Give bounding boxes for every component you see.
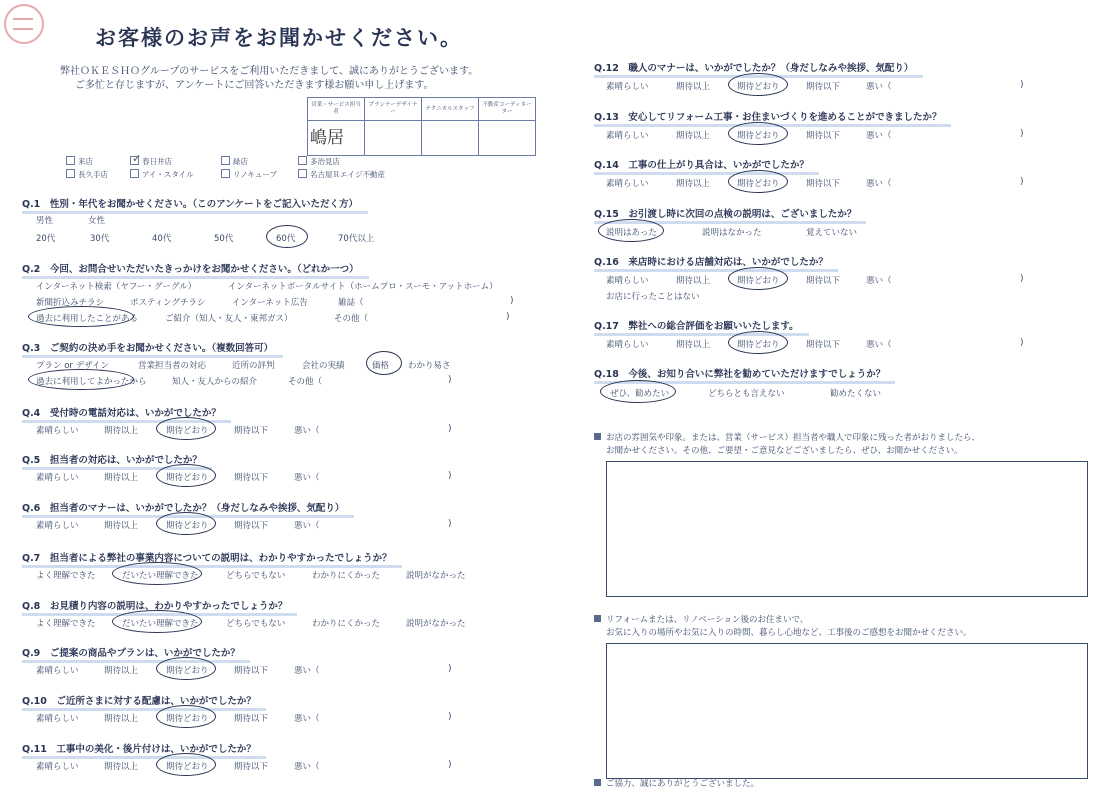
staff-value-planner[interactable] (365, 121, 422, 156)
store-option[interactable]: 多治見店 (298, 156, 340, 167)
answer-circle (728, 267, 788, 290)
staff-value-sales[interactable]: 嶋居 (308, 121, 365, 156)
q3-option-selected[interactable]: 過去に利用してよかったから (36, 377, 147, 387)
comment-textarea-1[interactable] (606, 461, 1088, 597)
question-title: Q.13 安心してリフォーム工事・お住まいづくりを進めることができましたか？ (594, 109, 941, 123)
stamp-icon (4, 4, 44, 44)
rating-option[interactable]: 悪い（ (294, 473, 320, 483)
q2-option[interactable]: インターネット検索（ヤフー・グーグル） (36, 282, 197, 292)
staff-header: テクニカルスタッフ (422, 98, 479, 121)
answer-circle (266, 225, 308, 248)
rating-option[interactable]: 期待以下 (234, 426, 269, 436)
q1-option[interactable]: 女性 (88, 216, 106, 226)
comment-prompt-2: リフォームまたは、リノベーション後のお住まいで、 (594, 614, 808, 626)
question-title: Q.4 受付時の電話対応は、いかがでしたか？ (22, 405, 221, 419)
page-title: お客様のお声をお聞かせください。 (95, 26, 463, 50)
answer-circle (156, 657, 216, 680)
rating-option[interactable]: 素晴らしい (606, 82, 649, 92)
q7-option[interactable]: よく理解できた (36, 571, 96, 581)
q18-option-selected[interactable]: ぜひ、勧めたい (610, 389, 670, 399)
rating-option[interactable]: 期待以上 (676, 131, 711, 141)
paren-close: ) (448, 519, 452, 529)
paren-close: ) (1020, 80, 1024, 90)
answer-circle (112, 562, 202, 585)
rating-option[interactable]: 素晴らしい (606, 276, 649, 286)
q1-option[interactable]: 70代以上 (338, 234, 375, 244)
q7-option-selected[interactable]: だいたい理解できた (122, 571, 199, 581)
question-title: Q.12 職人のマナーは、いかがでしたか？（身だしなみや挨拶、気配り） (594, 60, 913, 74)
question-title: Q.7 担当者による弊社の事業内容についての説明は、わかりやすかったでしょうか？ (22, 550, 392, 564)
answer-circle (366, 351, 402, 375)
rating-option[interactable]: 期待以上 (104, 521, 139, 531)
q2-option[interactable]: ポスティングチラシ (130, 298, 206, 308)
staff-value-realestate[interactable] (479, 121, 536, 156)
rating-option[interactable]: 期待以上 (104, 473, 139, 483)
paren-close: ) (448, 424, 452, 434)
checkbox-icon[interactable] (130, 169, 139, 178)
answer-circle (598, 219, 664, 242)
q15-option[interactable]: 説明はなかった (702, 228, 762, 238)
q8-option[interactable]: よく理解できた (36, 619, 96, 629)
rating-option[interactable]: 悪い（ (294, 666, 320, 676)
q3-option-selected[interactable]: 価格 (372, 361, 390, 371)
q2-option[interactable]: 雑誌（ (338, 298, 364, 308)
question-title: Q.18 今後、お知り合いに弊社を勧めていただけますでしょうか？ (594, 366, 885, 380)
rating-option[interactable]: 期待以上 (104, 426, 139, 436)
answer-circle (156, 753, 216, 776)
rating-option[interactable]: 期待以上 (104, 666, 139, 676)
paren-close: ) (448, 664, 452, 674)
q8-option[interactable]: どちらでもない (226, 619, 286, 629)
rating-option[interactable]: 素晴らしい (36, 521, 79, 531)
q3-option[interactable]: 近所の評判 (232, 361, 275, 371)
staff-header: 不動産コーディネーター (479, 98, 536, 121)
rating-option[interactable]: 期待以上 (676, 179, 711, 189)
question-title: Q.5 担当者の対応は、いかがでしたか？ (22, 452, 202, 466)
question-title: Q.9 ご提案の商品やプランは、いかがでしたか？ (22, 645, 240, 659)
store-option[interactable]: ✓ 春日井店 (132, 152, 172, 166)
store-option[interactable]: 長久手店 (66, 169, 108, 180)
rating-option[interactable]: 悪い（ (294, 762, 320, 772)
checkbox-checked-icon[interactable]: ✓ (132, 152, 142, 165)
staff-header: プランナーデザイナー (365, 98, 422, 121)
q15-option[interactable]: 覚えていない (806, 228, 858, 238)
rating-option-selected[interactable]: 期待どおり (166, 426, 209, 436)
q3-option[interactable]: その他（ (288, 377, 323, 387)
answer-circle (156, 464, 216, 487)
paren-close: ) (506, 312, 510, 322)
answer-circle (156, 512, 216, 535)
checkbox-icon[interactable] (221, 169, 230, 178)
question-title: Q.11 工事中の美化・後片付けは、いかがでしたか？ (22, 741, 256, 755)
rating-option[interactable]: 素晴らしい (606, 340, 649, 350)
q8-option-selected[interactable]: だいたい理解できた (122, 619, 199, 629)
paren-close: ) (1020, 129, 1024, 139)
checkbox-icon[interactable] (221, 156, 230, 165)
answer-circle (600, 380, 676, 403)
q15-option-selected[interactable]: 説明はあった (606, 228, 657, 238)
rating-option[interactable]: 期待以上 (676, 276, 711, 286)
store-option[interactable]: 来店 (66, 156, 93, 167)
question-title: Q.10 ご近所さまに対する配慮は、いかがでしたか？ (22, 693, 256, 707)
store-option[interactable]: アイ・スタイル (130, 169, 194, 180)
thanks-message: ご協力、誠にありがとうございました。 (594, 778, 759, 790)
rating-option-selected[interactable]: 期待どおり (166, 473, 209, 483)
q3-option[interactable]: 知人・友人からの紹介 (172, 377, 258, 387)
comment-prompt-1-line2: お聞かせください。その他、ご要望・ご意見などございましたら、ぜひ、お聞かせください。 (606, 446, 963, 456)
rating-option[interactable]: 悪い（ (294, 714, 320, 724)
q2-option[interactable]: 新聞折込みチラシ (36, 298, 105, 308)
rating-option[interactable]: 期待以下 (234, 666, 269, 676)
rating-option[interactable]: 素晴らしい (36, 714, 79, 724)
paren-close: ) (1020, 338, 1024, 348)
rating-option[interactable]: 期待以下 (806, 276, 841, 286)
question-title: Q.6 担当者のマナーは、いかがでしたか？（身だしなみや挨拶、気配り） (22, 500, 344, 514)
rating-option[interactable]: 悪い（ (866, 276, 892, 286)
answer-circle (728, 122, 788, 145)
paren-close: ) (448, 712, 452, 722)
rating-option-selected[interactable]: 期待どおり (166, 666, 209, 676)
intro-line-1: 弊社ＯＫＥＳＨＯグループのサービスをご利用いただきまして、誠にありがとうございます。 (60, 66, 479, 77)
rating-option-selected[interactable]: 期待どおり (737, 276, 780, 286)
checkbox-icon[interactable] (298, 169, 307, 178)
rating-option[interactable]: 期待以下 (234, 714, 269, 724)
q7-option[interactable]: 説明がなかった (406, 571, 466, 581)
rating-option[interactable]: 期待以下 (806, 82, 841, 92)
checkbox-icon[interactable] (66, 156, 75, 165)
rating-option[interactable]: 悪い（ (866, 131, 892, 141)
rating-option[interactable]: 期待以下 (234, 521, 269, 531)
question-title: Q.14 工事の仕上がり具合は、いかがでしたか？ (594, 157, 809, 171)
answer-circle (28, 369, 134, 390)
square-bullet-icon (594, 779, 601, 786)
q2-option-selected[interactable]: 過去に利用したことがある (36, 314, 139, 324)
answer-circle (728, 331, 788, 354)
paren-close: ) (510, 296, 514, 306)
rating-option[interactable]: 素晴らしい (606, 179, 649, 189)
rating-option-selected[interactable]: 期待どおり (737, 340, 780, 350)
question-title: Q.15 お引渡し時に次回の点検の説明は、ございましたか？ (594, 206, 856, 220)
comment-textarea-2[interactable] (606, 643, 1088, 779)
question-title: Q.16 来店時における店舗対応は、いかがでしたか？ (594, 254, 828, 268)
q7-option[interactable]: わかりにくかった (312, 571, 381, 581)
rating-option[interactable]: 悪い（ (866, 82, 892, 92)
rating-option[interactable]: 素晴らしい (606, 131, 649, 141)
paren-close: ) (448, 375, 452, 385)
staff-header: 営業・サービス担当者 (308, 98, 365, 121)
answer-circle (28, 306, 134, 327)
store-option[interactable]: リノキューブ (221, 169, 277, 180)
rating-option[interactable]: 素晴らしい (36, 473, 79, 483)
question-title: Q.17 弊社への総合評価をお願いいたします。 (594, 318, 799, 332)
answer-circle (156, 417, 216, 440)
paren-close: ) (1020, 274, 1024, 284)
rating-option[interactable]: 素晴らしい (36, 426, 79, 436)
rating-option-selected[interactable]: 期待どおり (737, 131, 780, 141)
q1-option[interactable]: 40代 (152, 234, 172, 244)
q18-option[interactable]: どちらとも言えない (708, 389, 785, 399)
q1-option[interactable]: 30代 (90, 234, 110, 244)
rating-option[interactable]: 期待以下 (234, 762, 269, 772)
comment-prompt-1: お店の雰囲気や印象。または、営業（サービス）担当者や職人で印象に残った者がおりましたら、 (594, 432, 980, 444)
q16-option-extra[interactable]: お店に行ったことはない (606, 292, 700, 302)
question-title: Q.3 ご契約の決め手をお聞かせください。（複数回答可） (22, 340, 273, 354)
question-title: Q.8 お見積り内容の説明は、わかりやすかったでしょうか？ (22, 598, 287, 612)
q3-option[interactable]: 営業担当者の対応 (138, 361, 207, 371)
q2-option[interactable]: インターネット広告 (232, 298, 308, 308)
answer-circle (156, 705, 216, 728)
q8-option[interactable]: わかりにくかった (312, 619, 381, 629)
checkbox-icon[interactable] (66, 169, 75, 178)
staff-table (307, 97, 536, 156)
q1-option[interactable]: 20代 (36, 234, 56, 244)
q1-option[interactable]: 男性 (36, 216, 54, 226)
rating-option-selected[interactable]: 期待どおり (737, 82, 780, 92)
question-title: Q.1 性別・年代をお聞かせください。（このアンケートをご記入いただく方） (22, 196, 358, 210)
q18-option[interactable]: 勧めたくない (830, 389, 882, 399)
q1-option-selected[interactable]: 60代 (276, 234, 296, 244)
square-bullet-icon (594, 615, 601, 622)
staff-value-technical[interactable] (422, 121, 479, 156)
answer-circle (112, 610, 202, 633)
q2-option[interactable]: その他（ (334, 314, 369, 324)
answer-circle (728, 73, 788, 96)
rating-option-selected[interactable]: 期待どおり (737, 179, 780, 189)
rating-option[interactable]: 期待以上 (676, 82, 711, 92)
rating-option[interactable]: 期待以下 (234, 473, 269, 483)
q8-option[interactable]: 説明がなかった (406, 619, 466, 629)
rating-option[interactable]: 期待以上 (104, 714, 139, 724)
intro-line-2: ご多忙と存じますが、アンケートにご回答いただきます様お願い申し上げます。 (75, 80, 434, 91)
q3-option[interactable]: 会社の実績 (302, 361, 345, 371)
q3-option[interactable]: プラン or デザイン (36, 361, 110, 371)
q1-option[interactable]: 50代 (214, 234, 234, 244)
paren-close: ) (1020, 177, 1024, 187)
comment-prompt-2-line2: お気に入りの場所やお気に入りの時間、暮らし心地など、工事後のご感想をお聞かせください。 (606, 628, 972, 638)
q7-option[interactable]: どちらでもない (226, 571, 286, 581)
question-title: Q.2 今回、お問合せいただいたきっかけをお聞かせください。（どれか一つ） (22, 261, 359, 275)
q2-option[interactable]: インターネットポータルサイト（ホームプロ・スーモ・アットホーム） (228, 282, 498, 292)
answer-circle (728, 170, 788, 193)
rating-option-selected[interactable]: 期待どおり (166, 521, 209, 531)
rating-option[interactable]: 期待以下 (806, 179, 841, 189)
rating-option[interactable]: 期待以上 (676, 340, 711, 350)
rating-option-selected[interactable]: 期待どおり (166, 714, 209, 724)
rating-option[interactable]: 悪い（ (294, 426, 320, 436)
q3-option[interactable]: わかり易さ (408, 361, 451, 371)
paren-close: ) (448, 760, 452, 770)
rating-option[interactable]: 期待以上 (104, 762, 139, 772)
rating-option-selected[interactable]: 期待どおり (166, 762, 209, 772)
store-option[interactable]: 緑店 (221, 156, 248, 167)
store-option[interactable]: 名古屋Ｒエイジ不動産 (298, 169, 385, 180)
rating-option[interactable]: 悪い（ (294, 521, 320, 531)
rating-option[interactable]: 素晴らしい (36, 762, 79, 772)
rating-option[interactable]: 期待以下 (806, 340, 841, 350)
paren-close: ) (448, 471, 452, 481)
checkbox-icon[interactable] (298, 156, 307, 165)
rating-option[interactable]: 素晴らしい (36, 666, 79, 676)
rating-option[interactable]: 悪い（ (866, 179, 892, 189)
rating-option[interactable]: 悪い（ (866, 340, 892, 350)
square-bullet-icon (594, 433, 601, 440)
q2-option[interactable]: ご紹介（知人・友人・東邦ガス） (165, 314, 293, 324)
rating-option[interactable]: 期待以下 (806, 131, 841, 141)
